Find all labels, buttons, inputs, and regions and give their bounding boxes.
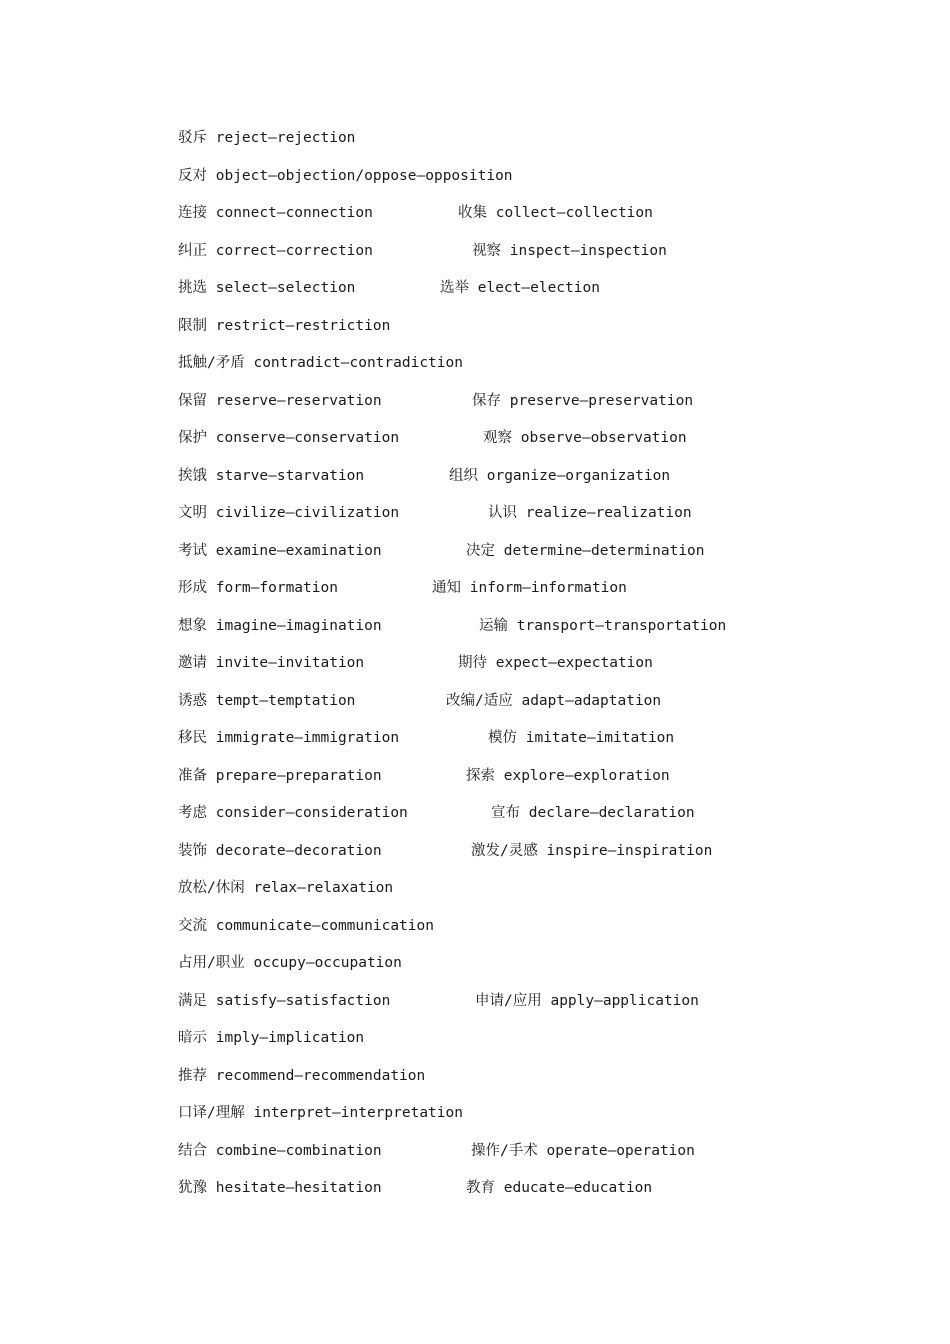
- vocab-line: [178, 951, 878, 975]
- vocab-line: [178, 876, 878, 900]
- vocab-line: [178, 614, 878, 638]
- vocab-line: [178, 801, 878, 825]
- vocab-entry-right: 观察 observe—observation: [483, 430, 687, 446]
- vocab-entry-left: 交流 communicate—communication: [178, 917, 434, 934]
- vocab-line: [178, 164, 878, 188]
- vocab-entry-right: 保存 preserve—preservation: [472, 392, 694, 409]
- vocab-entry-left: 挑选 select—selection: [178, 280, 356, 296]
- vocab-entry-left: 考试 examine—examination: [178, 542, 382, 559]
- vocab-line: [178, 839, 878, 863]
- vocab-line: [178, 239, 878, 263]
- vocab-line: [178, 1139, 878, 1163]
- vocab-line: [178, 126, 878, 150]
- vocab-entry-left: 移民 immigrate—immigration: [178, 730, 400, 746]
- vocab-entry-left: 保留 reserve—reservation: [178, 392, 382, 409]
- vocab-line: [178, 276, 878, 300]
- vocab-line: [178, 914, 878, 938]
- vocab-entry-left: 驳斥 reject—rejection: [178, 130, 356, 146]
- vocab-entry-right: 操作/手术 operate—operation: [471, 1142, 695, 1159]
- vocab-entry-right: 模仿 imitate—imitation: [488, 730, 675, 746]
- vocab-entry-left: 想象 imagine—imagination: [178, 617, 382, 634]
- vocab-line: [178, 726, 878, 750]
- vocab-line: [178, 389, 878, 413]
- vocab-entry-right: 期待 expect—expectation: [458, 655, 653, 671]
- vocab-entry-left: 纠正 correct—correction: [178, 242, 373, 259]
- vocab-entry-right: 教育 educate—education: [466, 1180, 653, 1196]
- vocab-entry-right: 视察 inspect—inspection: [472, 242, 667, 259]
- vocab-entry-right: 通知 inform—information: [432, 580, 627, 596]
- vocab-entry-left: 准备 prepare—preparation: [178, 767, 382, 784]
- vocab-entry-left: 暗示 imply—implication: [178, 1030, 365, 1046]
- vocab-entry-right: 选举 elect—election: [440, 280, 600, 296]
- vocab-line: [178, 351, 878, 375]
- vocab-entry-left: 挨饿 starve—starvation: [178, 467, 365, 484]
- vocab-entry-left: 反对 object—objection/oppose—opposition: [178, 167, 513, 184]
- vocab-entry-left: 限制 restrict—restriction: [178, 317, 391, 334]
- vocab-line: [178, 989, 878, 1013]
- vocab-line: [178, 651, 878, 675]
- vocab-entry-right: 激发/灵感 inspire—inspiration: [471, 842, 713, 859]
- vocab-entry-left: 犹豫 hesitate—hesitation: [178, 1180, 382, 1196]
- vocab-line: [178, 1101, 878, 1125]
- vocab-entry-right: 宣布 declare—declaration: [491, 805, 695, 821]
- vocab-line: [178, 1026, 878, 1050]
- vocab-entry-left: 放松/休闲 relax—relaxation: [178, 880, 394, 896]
- vocab-entry-right: 组织 organize—organization: [449, 467, 671, 484]
- vocab-entry-left: 抵触/矛盾 contradict—contradiction: [178, 355, 463, 371]
- vocab-entry-left: 诱惑 tempt—temptation: [178, 692, 356, 709]
- vocab-line: [178, 314, 878, 338]
- vocab-entry-left: 形成 form—formation: [178, 580, 338, 596]
- vocab-entry-right: 探索 explore—exploration: [466, 767, 670, 784]
- vocab-line: [178, 201, 878, 225]
- vocab-line: [178, 1064, 878, 1088]
- vocab-entry-left: 连接 connect—connection: [178, 205, 373, 221]
- vocab-line: [178, 576, 878, 600]
- vocab-entry-right: 决定 determine—determination: [466, 542, 705, 559]
- vocab-entry-left: 文明 civilize—civilization: [178, 505, 400, 521]
- vocab-entry-left: 保护 conserve—conservation: [178, 430, 400, 446]
- vocab-line: [178, 539, 878, 563]
- vocab-line: [178, 764, 878, 788]
- vocab-line: [178, 689, 878, 713]
- vocab-entry-left: 口译/理解 interpret—interpretation: [178, 1105, 463, 1121]
- vocab-entry-left: 装饰 decorate—decoration: [178, 842, 382, 859]
- vocab-entry-right: 改编/适应 adapt—adaptation: [446, 692, 662, 709]
- vocab-entry-left: 满足 satisfy—satisfaction: [178, 992, 391, 1009]
- vocab-entry-right: 收集 collect—collection: [458, 205, 653, 221]
- vocab-entry-left: 考虑 consider—consideration: [178, 805, 408, 821]
- vocab-entry-right: 认识 realize—realization: [488, 505, 692, 521]
- vocab-entry-left: 占用/职业 occupy—occupation: [178, 955, 402, 971]
- vocab-line: [178, 426, 878, 450]
- vocab-line: [178, 501, 878, 525]
- vocab-entry-right: 运输 transport—transportation: [479, 617, 727, 634]
- vocab-entry-left: 推荐 recommend—recommendation: [178, 1067, 426, 1084]
- vocab-line: [178, 464, 878, 488]
- vocab-line: [178, 1176, 878, 1200]
- vocab-entry-left: 结合 combine—combination: [178, 1142, 382, 1159]
- vocab-entry-left: 邀请 invite—invitation: [178, 655, 365, 671]
- vocab-entry-right: 申请/应用 apply—application: [475, 992, 699, 1009]
